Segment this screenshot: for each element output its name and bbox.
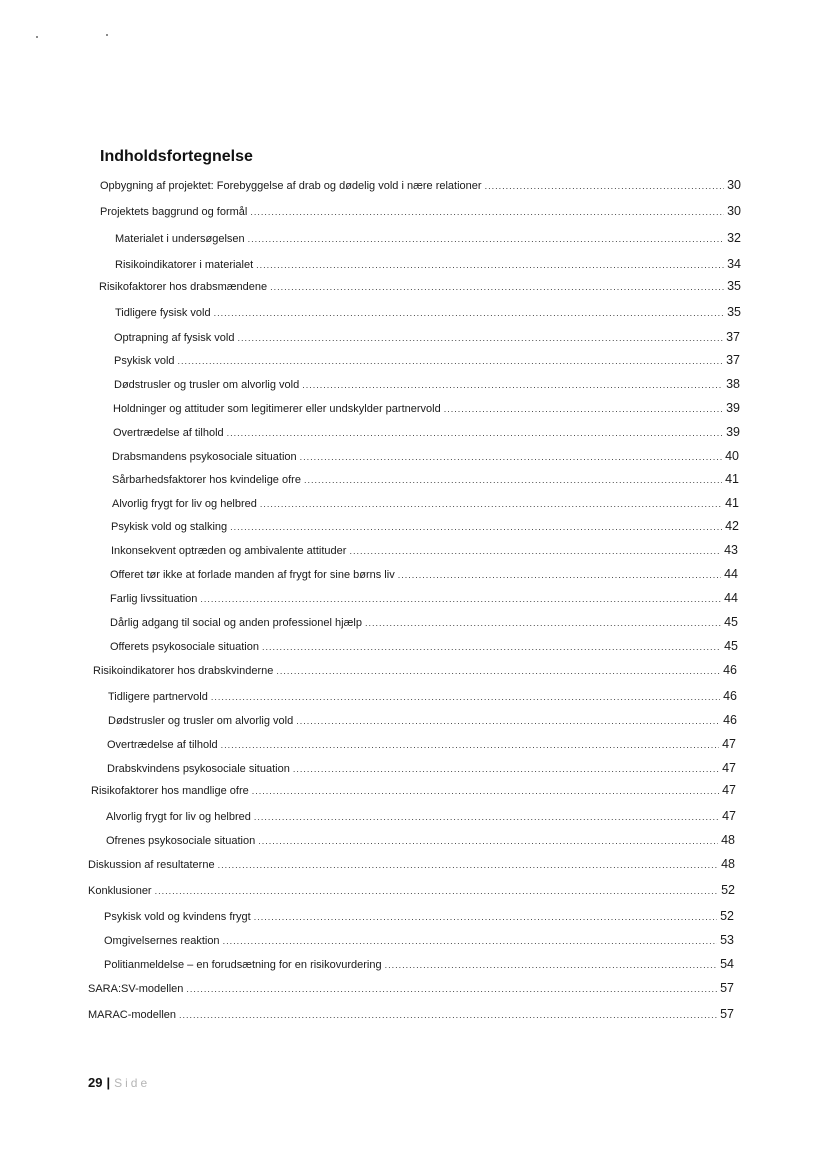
toc-entry [88,1007,734,1021]
toc-entry-label: Dødstrusler og trusler om alvorlig vold [114,379,300,391]
toc-entry-label: Holdninger og attituder som legitimerer eller undskylder partnervold [113,403,441,415]
toc-entry [113,425,740,439]
toc-leader-dots [304,473,722,487]
toc-heading: Indholdsfortegnelse [100,148,253,165]
toc-leader-dots [270,280,724,294]
toc-entry [112,496,739,510]
toc-entry-page: 48 [721,833,735,847]
toc-entry-label: Konklusioner [88,885,152,897]
toc-entry-page: 42 [725,519,739,533]
toc-entry-label: Politianmeldelse – en forudsætning for en risikovurdering [104,959,382,971]
toc-entry-page: 45 [724,639,738,653]
toc-leader-dots [349,544,721,558]
toc-entry-label: Overtrædelse af tilhold [107,739,218,751]
toc-entry-label: Alvorlig frygt for liv og helbred [106,811,251,823]
toc-entry-label: Inkonsekvent optræden og ambivalente attituder [111,545,347,557]
toc-entry [100,178,741,192]
toc-entry-page: 46 [723,689,737,703]
toc-entry [114,377,740,391]
toc-entry [114,353,740,367]
toc-entry-label: Offeret tør ikke at forlade manden af frygt for sine børns liv [110,569,395,581]
page-footer [88,1075,150,1090]
toc-entry-label: Diskussion af resultaterne [88,859,215,871]
toc-entry-page: 32 [727,231,741,245]
toc-entry-label: Dødstrusler og trusler om alvorlig vold [108,715,294,727]
toc-entry-page: 46 [723,713,737,727]
toc-entry-page: 53 [720,933,734,947]
toc-leader-dots [252,784,719,798]
toc-entry [99,279,741,293]
toc-entry [104,957,734,971]
toc-entry-label: Alvorlig frygt for liv og helbred [112,498,257,510]
toc-leader-dots [218,858,719,872]
toc-entry [108,689,737,703]
scan-speck [36,36,38,38]
toc-entry-label: Risikofaktorer hos drabsmændene [99,281,268,293]
toc-leader-dots [221,738,719,752]
toc-entry [88,883,735,897]
toc-entry-page: 47 [722,761,736,775]
toc-leader-dots [237,331,723,345]
toc-leader-dots [444,402,723,416]
toc-entry-label: SARA:SV-modellen [88,983,184,995]
toc-entry [113,401,740,415]
toc-entry [93,663,737,677]
toc-leader-dots [254,910,717,924]
toc-entry-page: 52 [720,909,734,923]
toc-leader-dots [485,179,725,193]
toc-entry-page: 47 [722,737,736,751]
toc-entry-label: Drabsmandens psykosociale situation [112,451,297,463]
toc-entry-page: 46 [723,663,737,677]
toc-entry-page: 44 [724,591,738,605]
toc-entry-label: Optrapning af fysisk vold [114,332,235,344]
toc-leader-dots [214,306,725,320]
toc-leader-dots [256,258,724,272]
toc-entry [107,737,736,751]
toc-entry-label: Tidligere partnervold [108,691,208,703]
toc-entry-label: Psykisk vold [114,355,175,367]
toc-leader-dots [211,690,720,704]
toc-leader-dots [227,426,723,440]
toc-entry-page: 35 [727,279,741,293]
toc-leader-dots [248,232,724,246]
toc-entry-page: 48 [721,857,735,871]
toc-entry-label: Drabskvindens psykosociale situation [107,763,290,775]
toc-entry [115,305,741,319]
toc-entry-page: 47 [722,783,736,797]
toc-leader-dots [300,450,722,464]
toc-entry-page: 40 [725,449,739,463]
toc-entry-label: Farlig livssituation [110,593,198,605]
footer-side-label: Side [114,1076,151,1090]
toc-entry-page: 37 [726,353,740,367]
toc-entry [88,981,734,995]
toc-leader-dots [250,205,724,219]
toc-entry-label: Risikoindikatorer i materialet [115,259,254,271]
toc-leader-dots [276,664,720,678]
toc-entry [104,933,734,947]
toc-entry-label: Tidligere fysisk vold [115,307,211,319]
toc-entry [114,330,740,344]
toc-entry [110,567,738,581]
footer-page-number: 29 [88,1075,103,1090]
scan-speck [106,34,108,36]
toc-entry-page: 30 [727,204,741,218]
toc-entry [88,857,735,871]
toc-entry [106,833,735,847]
toc-leader-dots [302,378,723,392]
toc-leader-dots [262,640,721,654]
toc-entry-page: 34 [727,257,741,271]
toc-entry-page: 52 [721,883,735,897]
toc-leader-dots [254,810,719,824]
toc-entry-page: 39 [726,401,740,415]
toc-entry [112,449,739,463]
toc-entry [110,591,738,605]
toc-entry [110,615,738,629]
toc-entry-page: 44 [724,567,738,581]
toc-leader-dots [178,354,724,368]
toc-entry-page: 30 [727,178,741,192]
toc-entry-page: 38 [726,377,740,391]
toc-entry-page: 41 [725,472,739,486]
toc-entry-page: 54 [720,957,734,971]
toc-entry [104,909,734,923]
toc-entry-label: Overtrædelse af tilhold [113,427,224,439]
toc-entry [111,543,738,557]
toc-entry-label: Sårbarhedsfaktorer hos kvindelige ofre [112,474,301,486]
toc-leader-dots [365,616,721,630]
toc-leader-dots [260,497,722,511]
toc-entry [115,257,741,271]
toc-entry-page: 41 [725,496,739,510]
toc-entry-label: Omgivelsernes reaktion [104,935,220,947]
toc-entry [110,639,738,653]
toc-entry [108,713,737,727]
toc-entry-label: Psykisk vold og kvindens frygt [104,911,251,923]
toc-leader-dots [186,982,717,996]
toc-leader-dots [385,958,717,972]
toc-entry-label: MARAC-modellen [88,1009,177,1021]
toc-entry-page: 39 [726,425,740,439]
toc-entry-page: 57 [720,981,734,995]
toc-entry [112,472,739,486]
toc-entry-page: 45 [724,615,738,629]
toc-entry [115,231,741,245]
toc-entry-label: Risikofaktorer hos mandlige ofre [91,785,249,797]
toc-leader-dots [179,1008,717,1022]
toc-entry-label: Offerets psykosociale situation [110,641,259,653]
toc-entry-page: 43 [724,543,738,557]
toc-leader-dots [258,834,718,848]
toc-leader-dots [200,592,721,606]
toc-entry-label: Risikoindikatorer hos drabskvinderne [93,665,274,677]
toc-entry [106,809,736,823]
toc-leader-dots [230,520,722,534]
toc-entry-label: Opbygning af projektet: Forebyggelse af drab og dødelig vold i nære relationer [100,180,482,192]
toc-entry-page: 35 [727,305,741,319]
toc-entry-page: 47 [722,809,736,823]
toc-leader-dots [398,568,721,582]
toc-entry [100,204,741,218]
toc-entry-page: 37 [726,330,740,344]
toc-entry-label: Ofrenes psykosociale situation [106,835,256,847]
toc-leader-dots [296,714,720,728]
toc-entry [111,519,739,533]
toc-entry [91,783,736,797]
toc-leader-dots [293,762,719,776]
toc-leader-dots [155,884,719,898]
toc-entry-label: Psykisk vold og stalking [111,521,228,533]
toc-entry-label: Projektets baggrund og formål [100,206,248,218]
toc-entry-page: 57 [720,1007,734,1021]
toc-leader-dots [223,934,718,948]
footer-separator: | [106,1075,111,1090]
toc-entry [107,761,736,775]
toc-entry-label: Dårlig adgang til social og anden professionel hjælp [110,617,362,629]
toc-entry-label: Materialet i undersøgelsen [115,233,245,245]
